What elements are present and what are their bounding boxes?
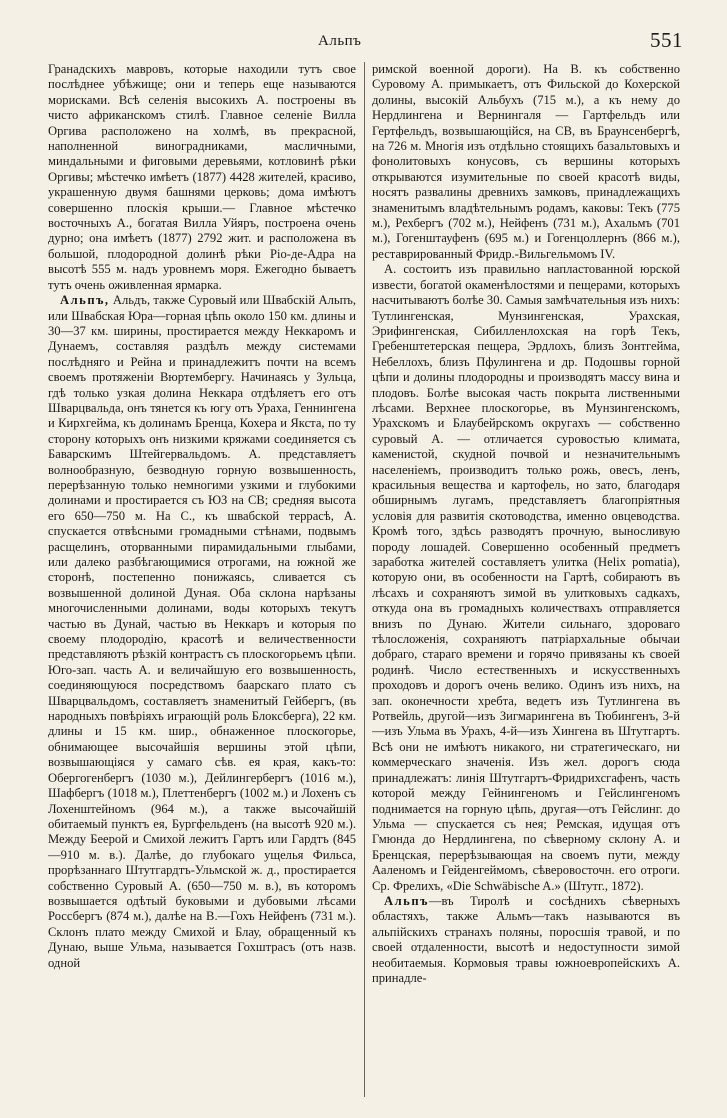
entry-headword: Альпъ, [60, 293, 110, 308]
column-divider [364, 62, 365, 1097]
running-head: Альпъ [318, 33, 362, 49]
page-number: 551 [650, 28, 683, 52]
paragraph: римской военной дороги). На В. къ собственно Суровому А. примыкаетъ, отъ Фильской до Кохерской долины, высокій Альбухъ (715 м.), а къ нему до Нердлингена и Вернингаля — Гартфельдъ или Гертфельдъ, возвышающійся, на СВ, въ Браунсенбергѣ, на 726 м. Многія изъ отдѣльно стоящихъ базальтовыхъ и фонолитовыхъ конусовъ, съ вершины которыхъ открываются изумительные по своей красотѣ виды, носятъ развалины древнихъ замковъ, принадлежащихъ знаменитымъ владѣтельнымъ родамъ, каковы: Текъ (775 м.), Рехбергъ (702 м.), Нейфенъ (731 м.), Ахальмъ (701 м.), Гогенштауфенъ (695 м.) и Гогенцоллернъ (866 м.), реставрированный Фридр.-Вильгельмомъ IV. [372, 62, 680, 261]
left-column [48, 62, 356, 1102]
entry-text: —въ Тиролѣ и сосѣднихъ сѣверныхъ областяхъ, также Альмъ—такъ называются въ альпійскихъ странахъ поляны, поросшія травой, и по своей отдаленности, высотѣ и недоступности зимой необитаемыя. Кормовыя травы южноевропейскихъ А. принадле- [372, 893, 680, 985]
entry-headword: Альпъ [384, 893, 429, 908]
paragraph: А. состоитъ изъ правильно напластованной юрской извести, богатой окаменѣлостями и пещерами, которыхъ насчитываютъ болѣе 30. Самыя замѣчательныя изъ нихъ: Тутлингенская, Мунзингенская, Урахская, Эрифингенская, Сибилленлохская на горѣ Текъ, Гребенштетерская пещера, Эрдлохъ, близъ Зонтгейма, Небеллохъ, близъ Пфулингена и др. Подошвы горной цѣпи и долины плодородны и производятъ массу вина и плодовъ. Болѣе высокая часть покрыта лиственными лѣсами. Верхнее плоскогорье, въ Мунзингенскомъ, Урахскомъ и Блаубейрскомъ округахъ — собственно суровый А. — отличается суровостью климата, каменистой, скудной почвой и незначительнымъ населеніемъ, производитъ только рожь, овесъ, ленъ, красильныя вещества и картофель, но зато, благодаря обширнымъ лугамъ, представляетъ благопріятныя условія для развитія скотоводства, именно овцеводства. Кромѣ того, здѣсь разводятъ прочную, выносливую породу лошадей. Совершенно особенный предметъ заработка жителей составляетъ улитка (Helix pomatia), которую они, въ особенности на Гартѣ, собираютъ въ лѣсахъ и сохраняютъ зимой въ улитковыхъ садкахъ, откуда она въ громадныхъ количествахъ отправляется внизъ по Дунаю. Жители сильнаго, здороваго тѣлосложенія, сохраняютъ патріархальные обычаи добраго, стараго времени и горячо привязаны къ своей родинѣ. Число естественныхъ и искусственныхъ проходовъ и дорогъ очень велико. Одинъ изъ нихъ, на зап. оконечности хребта, ведетъ изъ Тутлингена въ Ротвейль, другой—изъ Зигмарингена въ Тюбингенъ, 3-й—изъ Ульма въ Урахъ, 4-й—изъ Хингена въ Штутгартъ. Всѣ они не имѣютъ никакого, ни стратегическаго, ни коммерческаго значенія. Изъ жел. дорогъ сюда принадлежатъ: линія Штутгартъ-Фридрихсгафенъ, часть которой между Гейнингеномъ и Гейслингеномъ поднимается на горную цѣпь, другая—отъ Гейслинг. до Ульма — спускается съ нея; Ремская, идущая отъ Гмюнда до Нердлингена, по сѣверному склону А. и Бренцская, перерѣзывающая на своемъ пути, между Ааленомъ и Гейденгеймомъ, сѣверовосточн. его отроги. Ср. Фрелихъ, «Die Schwäbische A.» (Штутг., 1872). [372, 262, 680, 893]
entry-text: Альдъ, также Суровый или Швабскій Альпъ, или Швабская Юра—горная цѣпь около 150 км. длины и 30—37 км. ширины, простирается между Неккаромъ и Дунаемъ, составляя раздѣлъ между системами послѣдняго и Рейна и принадлежитъ почти на всемъ своемъ протяженіи Вюртембергу. Начинаясь у Зульца, гдѣ только узкая долина Неккара отдѣляетъ его отъ Шварцвальда, онъ тянется къ югу отъ Ураха, Геннингена и Кирхгейма, къ долинамъ Бренца, Кохера и Якста, по ту сторону которыхъ онъ низкими кряжами соединяется съ Баварскимъ Штейгервальдомъ. А. представляетъ волнообразную, безводную горную возвышенность, перерѣзанную только немногими узкими и глубокими долинами и простирается съ ЮЗ на СВ; средняя высота его 650—750 м. На С., къ швабской террасѣ, А. спускается отвѣсными громадными стѣнами, подвымъ расщелинъ, оторванными пирамидальными глыбами, или далеко разбѣгающимися отрогами, на южной же сторонѣ, постепенно понижаясь, сливается съ возвышенной долиной Дуная. Оба склона нарѣзаны многочисленными долинами, воды которыхъ текутъ частью въ Дунай, частью въ Неккаръ и которыя по своему плодородію, красотѣ и величественности представляютъ рѣзкій контрастъ съ плоскогорьемъ цѣпи. Юго-зап. часть А. и величайшую его возвышенность, соединяющуюся посредствомъ баарскаго плато съ Шварцвальдомъ, составляетъ знаменитый Гейбергъ, (въ народныхъ повѣріяхъ играющій роль Блоксберга), 22 км. длины и 15 км. шир., обнаженное плоскогорье, обнимающее высочайшія вершины этой цѣпи, возвышающіяся у самаго сѣв. ея края, какъ-то: Обергогенбергъ (1030 м.), Дейлингербергъ (1016 м.), Шафбергъ (1018 м.), Плеттенбергъ (1002 м.) и Лохенъ съ Лохенштейномъ (964 м.), а также высочайшій обитаемый пунктъ ея, Бургфельденъ (на высотѣ 920 м.). Между Беерой и Смихой лежитъ Гартъ или Гардтъ (845—910 м. в.). Далѣе, до глубокаго ущелья Фильса, прорѣзаннаго Штутгардтъ-Ульмской ж. д., простирается собственно Суровый А. (650—750 м. в.), въ которомъ возвышается одѣтый буковыми и дубовыми лѣсами Россбергъ (874 м.), далѣе на В.—Гохъ Нейфенъ (731 м.). Склонъ плато между Смихой и Блау, обращенный къ Дунаю, выше Ульма, называется Гохштрасъ (отъ назв. одной [48, 293, 356, 970]
paragraph: Гранадскихъ мавровъ, которые находили тутъ свое послѣднее убѣжище; они и теперь еще называются морисками. Всѣ селенія высокихъ А. построены въ чисто африканскомъ стилѣ. Главное селеніе Вилла Оргива расположено на холмѣ, въ прекрасной, наполненной виноградниками, масличными, миндальными и фиговыми деревьями, котловинѣ рѣки Оргивы; мѣстечко имѣетъ (1877) 4428 жителей, красиво, украшенную двумя башнями церковь; дома имѣютъ совершенно плоскія крыши.— Главное мѣстечко восточныхъ А., богатая Вилла Уйяръ, построена очень дурно; она имѣетъ (1877) 2792 жит. и расположена въ большой, плодородной долинѣ рѣки Ріо-де-Адра на высотѣ 555 м. надъ уровнемъ моря. Ежегодно бываетъ тутъ очень оживленная ярмарка. [48, 62, 356, 292]
page-header [0, 28, 727, 58]
entry-alp-shvabskiy [48, 293, 356, 971]
right-column [372, 62, 680, 1102]
entry-alp-tirol [372, 894, 680, 986]
